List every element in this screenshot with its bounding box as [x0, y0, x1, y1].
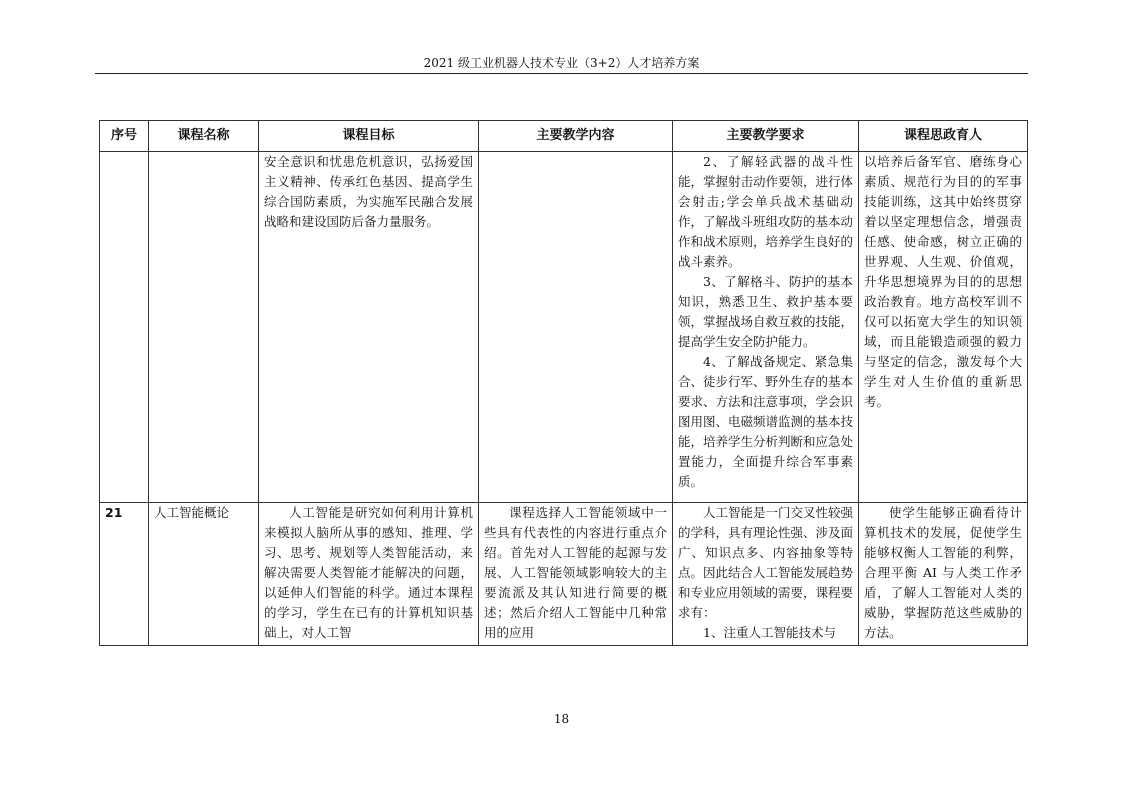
column-header-seq: 序号 [100, 121, 149, 152]
ideology-paragraph: 以培养后备军官、磨练身心素质、规范行为目的的军事技能训练，这其中始终贯穿着以坚定理想信念，增强责任感、使命感，树立正确的世界观、人生观、价值观，升华思想境界为目的的思想政治教育。地方高校军训不仅可以拓宽大学生的知识领域，而且能锻造顽强的毅力与坚定的信念，激发每个大学生对人生价值的重新思考。 [864, 154, 1022, 409]
ideology-paragraph: 使学生能够正确看待计算机技术的发展，促使学生能够权衡人工智能的利弊，合理平衡 AI 与人类工作矛盾，了解人工智能对人类的威胁，掌握防范这些威胁的方法。 [864, 505, 1022, 640]
cell-seq: 21 [100, 503, 149, 646]
cell-main-requirements [673, 152, 859, 503]
column-header-ideology: 课程思政育人 [859, 121, 1028, 152]
cell-course-goal [259, 503, 479, 646]
content-paragraph: 课程选择人工智能领域中一些具有代表性的内容进行重点介绍。首先对人工智能的起源与发展、人工智能领域影响较大的主要流派及其认知进行简要的概述；然后介绍人工智能中几种常用的应用 [484, 505, 667, 640]
requirement-paragraph: 1、注重人工智能技术与 [703, 625, 836, 640]
cell-ideology [859, 503, 1028, 646]
column-header-course-name: 课程名称 [149, 121, 259, 152]
table-row [100, 503, 1028, 646]
requirement-paragraph: 2、了解轻武器的战斗性能，掌握射击动作要领，进行体会射击;学会单兵战术基础动作，了解战斗班组攻防的基本动作和战术原则，培养学生良好的战斗素养。 [678, 154, 854, 269]
cell-course-goal [259, 152, 479, 503]
cell-course-name: 人工智能概论 [149, 503, 259, 646]
cell-ideology [859, 152, 1028, 503]
goal-paragraph: 安全意识和忧患危机意识，弘扬爱国主义精神、传承红色基因、提高学生综合国防素质，为实施军民融合发展战略和建设国防后备力量服务。 [264, 154, 473, 229]
column-header-main-requirements: 主要教学要求 [673, 121, 859, 152]
column-header-main-content: 主要教学内容 [479, 121, 673, 152]
requirement-paragraph: 人工智能是一门交叉性较强的学科，具有理论性强、涉及面广、知识点多、内容抽象等特点。因此结合人工智能发展趋势和专业应用领域的需要，课程要求有： [678, 505, 854, 620]
cell-main-content [479, 152, 673, 503]
cell-main-requirements [673, 503, 859, 646]
header-rule [95, 73, 1028, 74]
table-header-row [100, 121, 1028, 152]
goal-paragraph: 人工智能是研究如何利用计算机来模拟人脑所从事的感知、推理、学习、思考、规划等人类智能活动，来解决需要人类智能才能解决的问题，以延伸人们智能的科学。通过本课程的学习，学生在已有的计算机知识基础上，对人工智 [264, 505, 473, 640]
course-table [99, 120, 1028, 646]
cell-main-content [479, 503, 673, 646]
column-header-course-goal: 课程目标 [259, 121, 479, 152]
cell-course-name [149, 152, 259, 503]
page-number: 18 [553, 712, 570, 726]
page-header-title: 2021 级工业机器人技术专业（3+2）人才培养方案 [423, 56, 700, 70]
requirement-paragraph: 4、了解战备规定、紧急集合、徒步行军、野外生存的基本要求、方法和注意事项，学会识图用图、电磁频谱监测的基本技能，培养学生分析判断和应急处置能力，全面提升综合军事素质。 [678, 354, 854, 489]
requirement-paragraph: 3、了解格斗、防护的基本知识，熟悉卫生、救护基本要领，掌握战场自救互救的技能，提高学生安全防护能力。 [678, 274, 854, 349]
cell-seq [100, 152, 149, 503]
table-row [100, 152, 1028, 503]
